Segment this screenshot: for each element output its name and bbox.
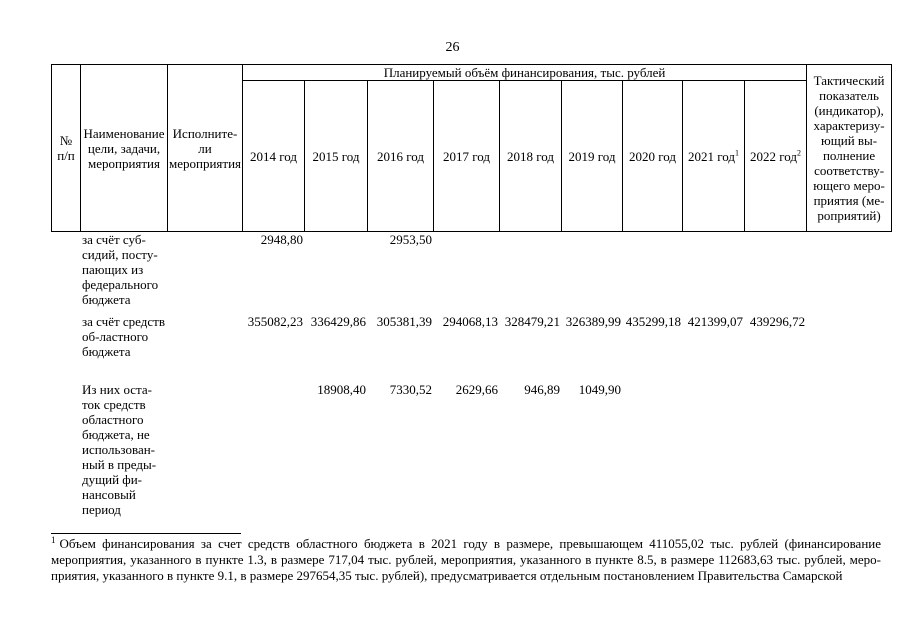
header-year [434,81,500,232]
header-name: Наименование цели, задачи, мероприятия [81,65,168,232]
header-indicator: Тактический показатель (индикатор), характеризу-ющий вы-полнение соответству-ющего меро-приятия (ме-роприятий) [807,65,892,232]
row-executor-cell [168,232,243,314]
value-cell: 946,89 [524,381,560,397]
header-num: № п/п [52,65,81,232]
financing-table [51,64,892,522]
footnote-text: Объем финансирования за счет средств областного бюджета в 2021 году в размере, превышающем 411055,02 тыс. рублей (финансирование мероприятия, указанного в пункте 1.3, в размере 717,04 тыс. рублей, мероприятия, указанного в пункте 8.5, в размере 112683,63 тыс. рублей, меро-приятия, указанного в пункте 9.1, в размере 297654,35 тыс. рублей), предусматривается отдельным постановлением Правительства Самарской [51,536,881,583]
header-year [623,81,683,232]
header-year [243,81,305,232]
table-row [52,382,892,522]
value-cell [500,232,562,314]
header-year-label: 2019 год [568,148,616,164]
header-year-footnote-mark: 1 [735,148,739,158]
value-cell: 355082,23 [247,313,303,329]
header-year-label: 2020 год [629,148,676,164]
header-year [562,81,623,232]
row-indicator-cell [807,314,892,382]
row-executor-cell [168,314,243,382]
header-year [500,81,562,232]
value-cell: 435299,18 [625,313,681,329]
header-year-label: 2014 год [250,148,297,164]
header-year [305,81,368,232]
value-cell: 1049,90 [578,381,621,397]
header-year-label: 2022 год [750,148,798,164]
header-year-label: 2015 год [312,148,360,164]
value-cell: 7330,52 [389,381,432,397]
value-cell [434,232,500,314]
header-year [368,81,434,232]
value-cell [562,232,623,314]
value-cell [623,232,683,314]
row-label: Из них оста-ток средств областного бюджета, не использован-ный в преды-дущий фи-нансовый период [82,381,157,517]
value-cell [683,232,745,314]
value-cell [623,382,683,522]
value-cell: 326389,99 [565,313,621,329]
header-year-label: 2017 год [443,148,490,164]
value-cell: 336429,86 [310,313,366,329]
row-indicator-cell [807,232,892,314]
header-year-label: 2018 год [507,148,554,164]
value-cell: 2948,80 [260,232,303,247]
value-cell: 2953,50 [389,232,432,247]
table-row [52,314,892,382]
value-cell: 328479,21 [504,313,560,329]
header-year-label: 2021 год [688,148,735,164]
header-planned-financing: Планируемый объём финансирования, тыс. рублей [243,65,807,81]
value-cell [305,232,368,314]
value-cell: 294068,13 [442,313,498,329]
row-label: за счёт средств об-ластного бюджета [82,313,165,359]
header-year-footnote-mark: 2 [797,148,802,158]
row-executor-cell [168,382,243,522]
row-num-cell [52,314,81,382]
table-row [52,232,892,314]
page-number: 26 [445,40,460,55]
value-cell: 439296,72 [749,313,806,329]
header-year [683,81,745,232]
row-num-cell [52,232,81,314]
table-body [52,232,892,522]
footnote-mark: 1 [51,534,56,545]
value-cell: 2629,66 [455,381,498,397]
value-cell: 305381,39 [376,313,432,329]
header-year-label: 2016 год [377,148,424,164]
value-cell: 18908,40 [317,381,366,397]
footnote-divider [51,533,241,534]
value-cell: 421399,07 [687,313,743,329]
value-cell [683,382,745,522]
row-num-cell [52,382,81,522]
row-indicator-cell [807,382,892,522]
header-year [745,81,807,232]
header-executor: Исполните-ли мероприятия [168,65,243,232]
table-header [52,65,892,232]
value-cell [243,382,305,522]
footnote [51,536,881,584]
value-cell [745,382,807,522]
value-cell [745,232,807,314]
row-label: за счёт суб-сидий, посту-пающих из федерального бюджета [82,232,159,307]
